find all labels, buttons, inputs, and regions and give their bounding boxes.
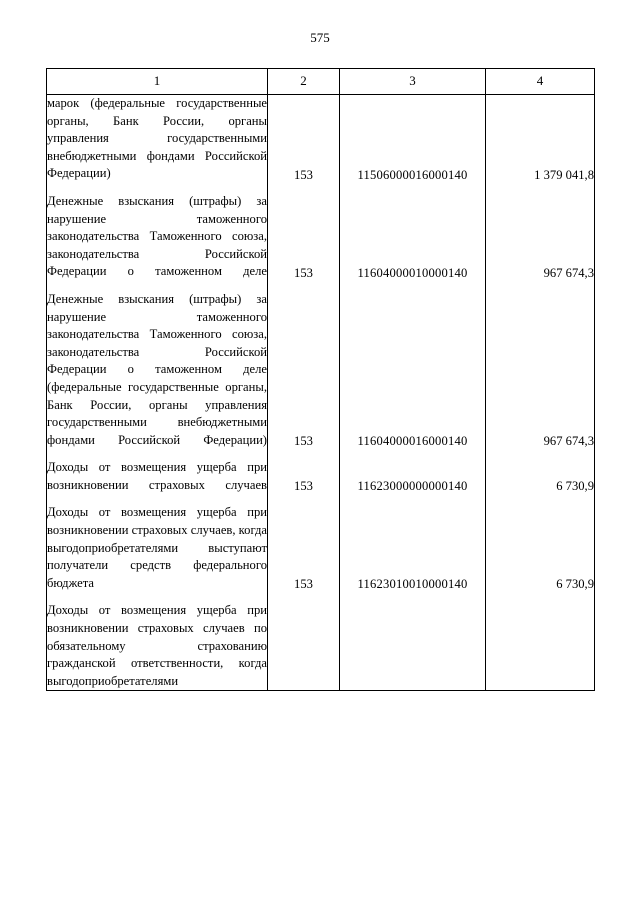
row-admin-code: 153 — [268, 459, 340, 494]
table-row — [47, 193, 595, 281]
table-row — [47, 291, 595, 449]
row-kbk-code: 11623010010000140 — [340, 504, 486, 592]
row-kbk-code — [340, 602, 486, 690]
row-kbk-code: 11604000010000140 — [340, 193, 486, 281]
table-row — [47, 459, 595, 494]
row-amount — [486, 602, 595, 690]
row-name: Доходы от возмещения ущерба при возникновении страховых случаев, когда выгодоприобретателями выступают получатели средств федерального бюджета — [47, 504, 268, 592]
budget-table — [46, 68, 595, 691]
row-spacer — [47, 281, 595, 291]
row-name: Доходы от возмещения ущерба при возникновении страховых случаев по обязательному страхованию гражданской ответственности, когда выгодоприобретателями — [47, 602, 268, 690]
row-amount: 1 379 041,8 — [486, 95, 595, 183]
row-amount: 967 674,3 — [486, 193, 595, 281]
row-spacer — [47, 449, 595, 459]
row-kbk-code: 11623000000000140 — [340, 459, 486, 494]
column-header-4: 4 — [486, 69, 595, 95]
row-name: Доходы от возмещения ущерба при возникновении страховых случаев — [47, 459, 268, 494]
row-admin-code: 153 — [268, 504, 340, 592]
row-name: марок (федеральные государственные органы, Банк России, органы управления государственными внебюджетными фондами Российской Федерации) — [47, 95, 268, 183]
column-header-2: 2 — [268, 69, 340, 95]
column-header-1: 1 — [47, 69, 268, 95]
column-header-3: 3 — [340, 69, 486, 95]
table-row — [47, 95, 595, 183]
row-amount: 967 674,3 — [486, 291, 595, 449]
row-spacer — [47, 494, 595, 504]
row-amount: 6 730,9 — [486, 459, 595, 494]
row-admin-code: 153 — [268, 291, 340, 449]
table-header-row — [47, 69, 595, 95]
row-spacer — [47, 592, 595, 602]
row-spacer — [47, 183, 595, 193]
row-admin-code: 153 — [268, 193, 340, 281]
budget-table-container — [46, 68, 594, 691]
row-admin-code: 153 — [268, 95, 340, 183]
table-row — [47, 602, 595, 690]
row-kbk-code: 11506000016000140 — [340, 95, 486, 183]
row-admin-code — [268, 602, 340, 690]
row-name: Денежные взыскания (штрафы) за нарушение таможенного законодательства Таможенного союза, законодательства Российской Федерации о таможенном деле — [47, 193, 268, 281]
page-number: 575 — [310, 30, 330, 45]
table-row — [47, 504, 595, 592]
row-amount: 6 730,9 — [486, 504, 595, 592]
row-kbk-code: 11604000016000140 — [340, 291, 486, 449]
row-name: Денежные взыскания (штрафы) за нарушение таможенного законодательства Таможенного союза, законодательства Российской Федерации о таможенном деле (федеральные государственные органы, Банк России, органы управления государственными внебюджетными фондами Российской Федерации) — [47, 291, 268, 449]
